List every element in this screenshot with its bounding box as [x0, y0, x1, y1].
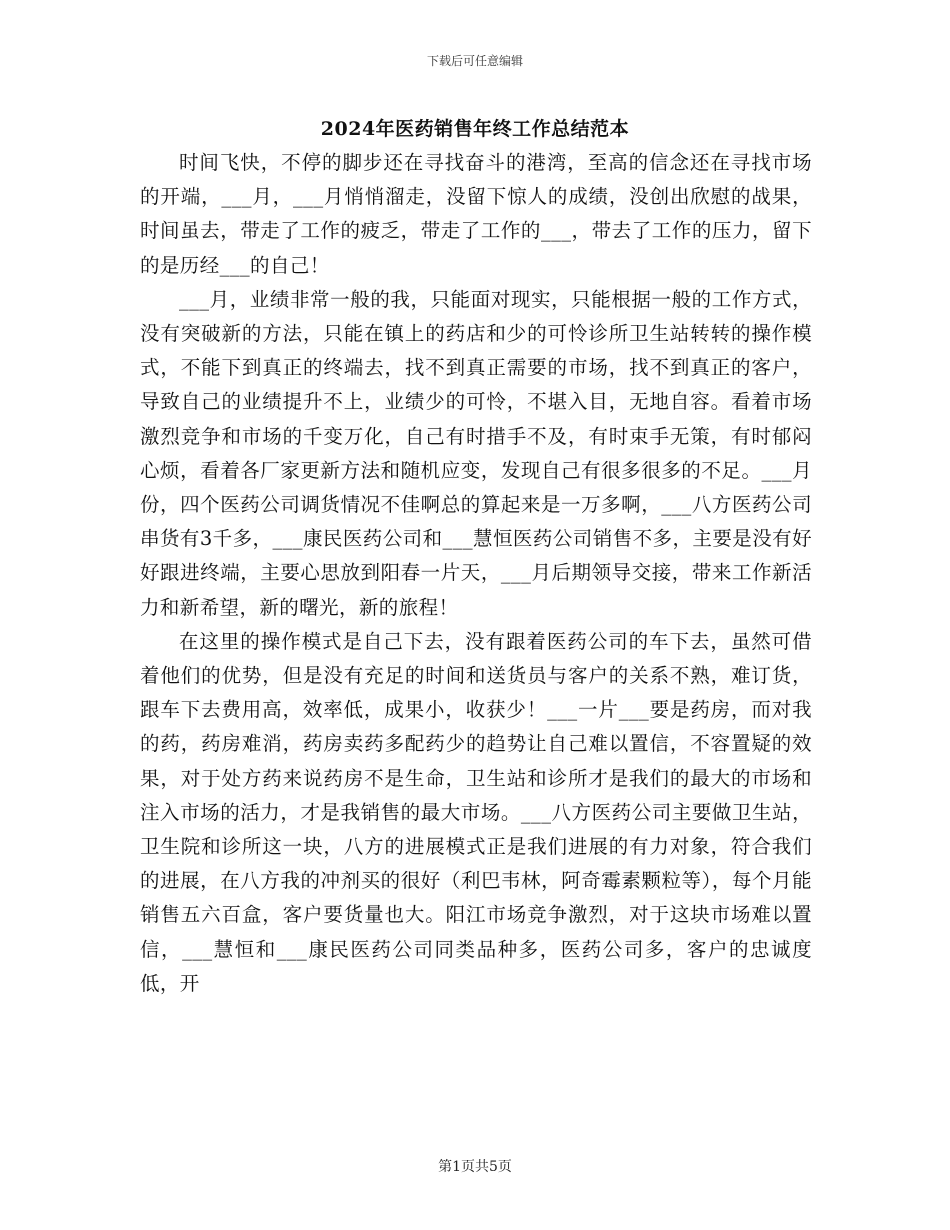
paragraph-1: 时间飞快，不停的脚步还在寻找奋斗的港湾，至高的信念还在寻找市场的开端，___月，___月悄悄溜走，没留下惊人的成绩，没创出欣慰的战果，时间虽去，带走了工作的疲乏，带走了工作的___，带去了工作的压力，留下的是历经___的自己！ — [140, 151, 812, 277]
paragraph-2: ___月，业绩非常一般的我，只能面对现实，只能根据一般的工作方式，没有突破新的方法，只能在镇上的药店和少的可怜诊所卫生站转转的操作模式，不能下到真正的终端去，找不到真正需要的市场，找不到真正的客户，导致自己的业绩提升不上，业绩少的可怜，不堪入目，无地自容。看着市场激烈竞争和市场的千变万化，自己有时措手不及，有时束手无策，有时郁闷心烦，看着各厂家更新方法和随机应变，发现自己有很多很多的不足。___月份，四个医药公司调货情况不佳啊总的算起来是一万多啊，___八方医药公司串货有3千多，___康民医药公司和___慧恒医药公司销售不多，主要是没有好好跟进终端，主要心思放到阳春一片天，___月后期领导交接，带来工作新活力和新希望，新的曙光，新的旅程！ — [140, 287, 812, 619]
page-number: 第1页共5页 — [438, 1159, 512, 1175]
paragraph-3: 在这里的操作模式是自己下去，没有跟着医药公司的车下去，虽然可借着他们的优势，但是没有充足的时间和送货员与客户的关系不熟，难订货，跟车下去费用高，效率低，成果小，收获少！___一片___要是药房，而对我的药，药房难消，药房卖药多配药少的趋势让自己难以置信，不容置疑的效果，对于处方药来说药房不是生命，卫生站和诊所才是我们的最大的市场和注入市场的活力，才是我销售的最大市场。___八方医药公司主要做卫生站，卫生院和诊所这一块，八方的进展模式正是我们进展的有力对象，符合我们的进展，在八方我的冲剂买的很好（利巴韦林，阿奇霉素颗粒等），每个月能销售五六百盒，客户要货量也大。阳江市场竞争激烈，对于这块市场难以置信，___慧恒和___康民医药公司同类品种多，医药公司多，客户的忠诚度低，开 — [140, 629, 812, 995]
document-title: 2024年医药销售年终工作总结范本 — [320, 118, 630, 140]
page-header-note: 下载后可任意编辑 — [426, 54, 523, 68]
document-body — [140, 146, 812, 1001]
